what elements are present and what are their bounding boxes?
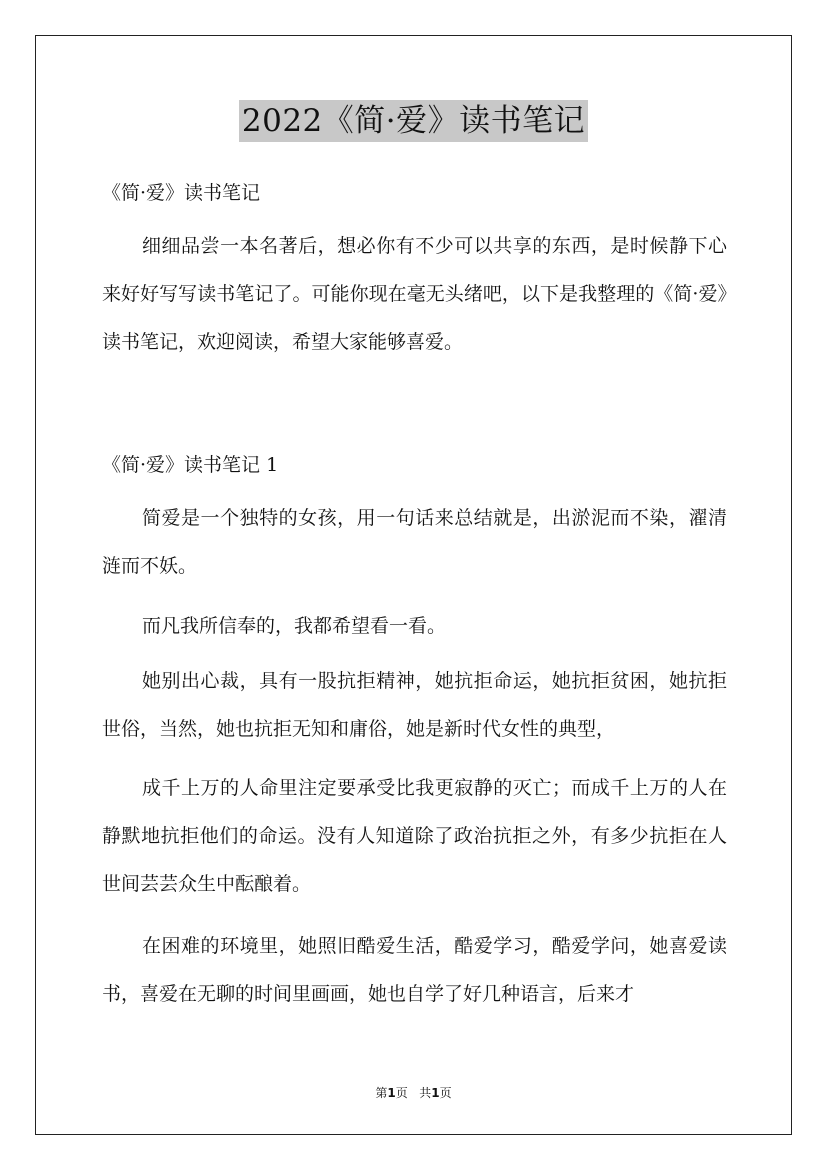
document-title: 2022《简·爱》读书笔记 [239, 100, 588, 142]
body-paragraph-4: 成千上万的人命里注定要承受比我更寂静的灭亡；而成千上万的人在静默地抗拒他们的命运。没有人知道除了政治抗拒之外，有多少抗拒在人世间芸芸众生中酝酿着。 [102, 777, 727, 895]
page-label-suffix: 页 [395, 1086, 408, 1100]
body-paragraph-3: 她别出心裁，具有一股抗拒精神，她抗拒命运，她抗拒贫困，她抗拒世俗，当然，她也抗拒无知和庸俗，她是新时代女性的典型， [102, 670, 727, 740]
total-label-suffix: 页 [439, 1086, 452, 1100]
title-wrapper [0, 100, 827, 142]
total-pages: 1 [431, 1086, 440, 1100]
section1-heading: 《简·爱》读书笔记 1 [102, 454, 279, 476]
total-label-prefix: 共 [419, 1086, 432, 1100]
intro-heading: 《简·爱》读书笔记 [102, 182, 261, 204]
page-number: 1 [387, 1086, 396, 1100]
page-footer [0, 1084, 827, 1101]
body-paragraph-2: 而凡我所信奉的，我都希望看一看。 [142, 615, 447, 637]
intro-paragraph: 细细品尝一本名著后，想必你有不少可以共享的东西，是时候静下心来好好写写读书笔记了。可能你现在毫无头绪吧，以下是我整理的《简·爱》读书笔记，欢迎阅读，希望大家能够喜爱。 [102, 235, 727, 353]
page-label-prefix: 第 [375, 1086, 388, 1100]
body-paragraph-1: 简爱是一个独特的女孩，用一句话来总结就是，出淤泥而不染，濯清涟而不妖。 [102, 507, 727, 577]
body-paragraph-5: 在困难的环境里，她照旧酷爱生活，酷爱学习，酷爱学问，她喜爱读书，喜爱在无聊的时间里画画，她也自学了好几种语言，后来才 [102, 935, 727, 1005]
